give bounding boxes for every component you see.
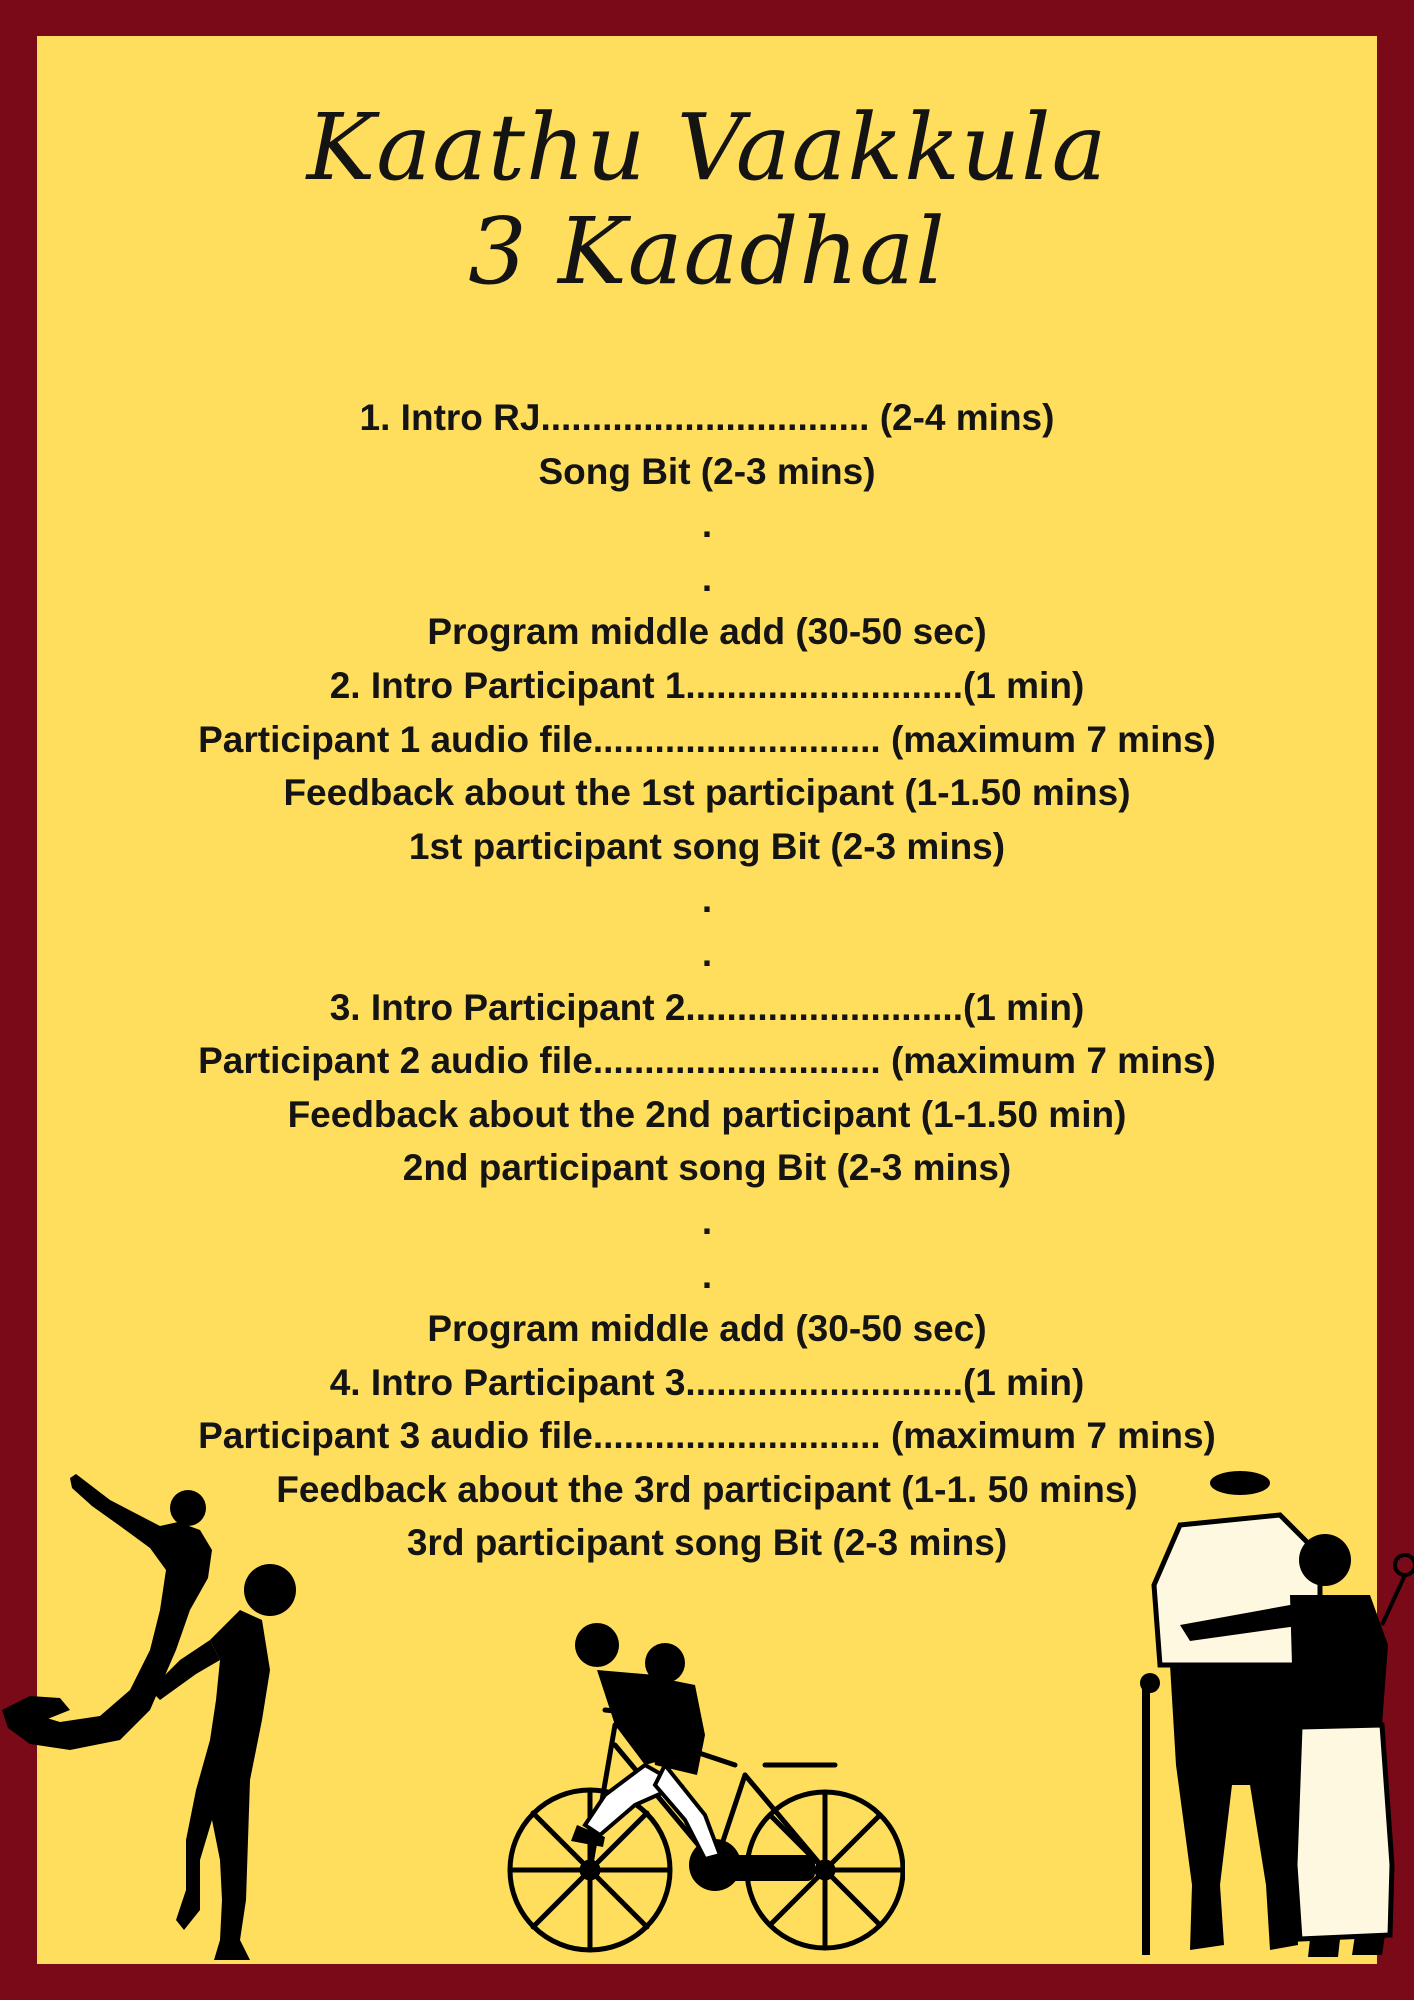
program-schedule	[37, 391, 1377, 1570]
schedule-line: Program middle add (30-50 sec)	[427, 611, 987, 653]
schedule-line: Feedback about the 1st participant (1-1.50 mins)	[283, 772, 1131, 814]
schedule-line: .	[701, 557, 713, 599]
schedule-line: Feedback about the 3rd participant (1-1. 50 mins)	[276, 1468, 1138, 1510]
schedule-line: .	[701, 1200, 713, 1242]
schedule-line: 2. Intro Participant 1...........................(1 min)	[329, 664, 1085, 706]
schedule-line: .	[701, 1254, 713, 1296]
schedule-line: Song Bit (2-3 mins)	[538, 450, 876, 492]
schedule-line: Participant 1 audio file............................ (maximum 7 mins)	[198, 718, 1216, 760]
schedule-line: Feedback about the 2nd participant (1-1.50 min)	[287, 1093, 1127, 1135]
title-line-1: Kaathu Vaakkula	[306, 94, 1108, 201]
schedule-line: 2nd participant song Bit (2-3 mins)	[402, 1147, 1012, 1189]
poster-title	[37, 96, 1377, 304]
elderly-couple-illustration	[1120, 1465, 1414, 1965]
schedule-line: 1st participant song Bit (2-3 mins)	[408, 825, 1006, 867]
schedule-line: 1. Intro RJ................................ (2-4 mins)	[359, 397, 1055, 438]
schedule-line: .	[701, 504, 713, 546]
dancing-couple-illustration	[0, 1460, 310, 1970]
schedule-line: .	[701, 932, 713, 974]
schedule-line: Program middle add (30-50 sec)	[427, 1308, 987, 1350]
bicycle-couple-illustration	[505, 1615, 905, 1960]
schedule-line: 3rd participant song Bit (2-3 mins)	[406, 1522, 1008, 1564]
schedule-line: .	[701, 879, 713, 921]
schedule-line: 4. Intro Participant 3...........................(1 min)	[329, 1361, 1085, 1403]
schedule-line: 3. Intro Participant 2...........................(1 min)	[329, 986, 1085, 1028]
schedule-line: Participant 2 audio file............................ (maximum 7 mins)	[198, 1040, 1216, 1082]
title-line-2: 3 Kaadhal	[468, 198, 946, 305]
schedule-line: Participant 3 audio file............................ (maximum 7 mins)	[198, 1415, 1216, 1457]
